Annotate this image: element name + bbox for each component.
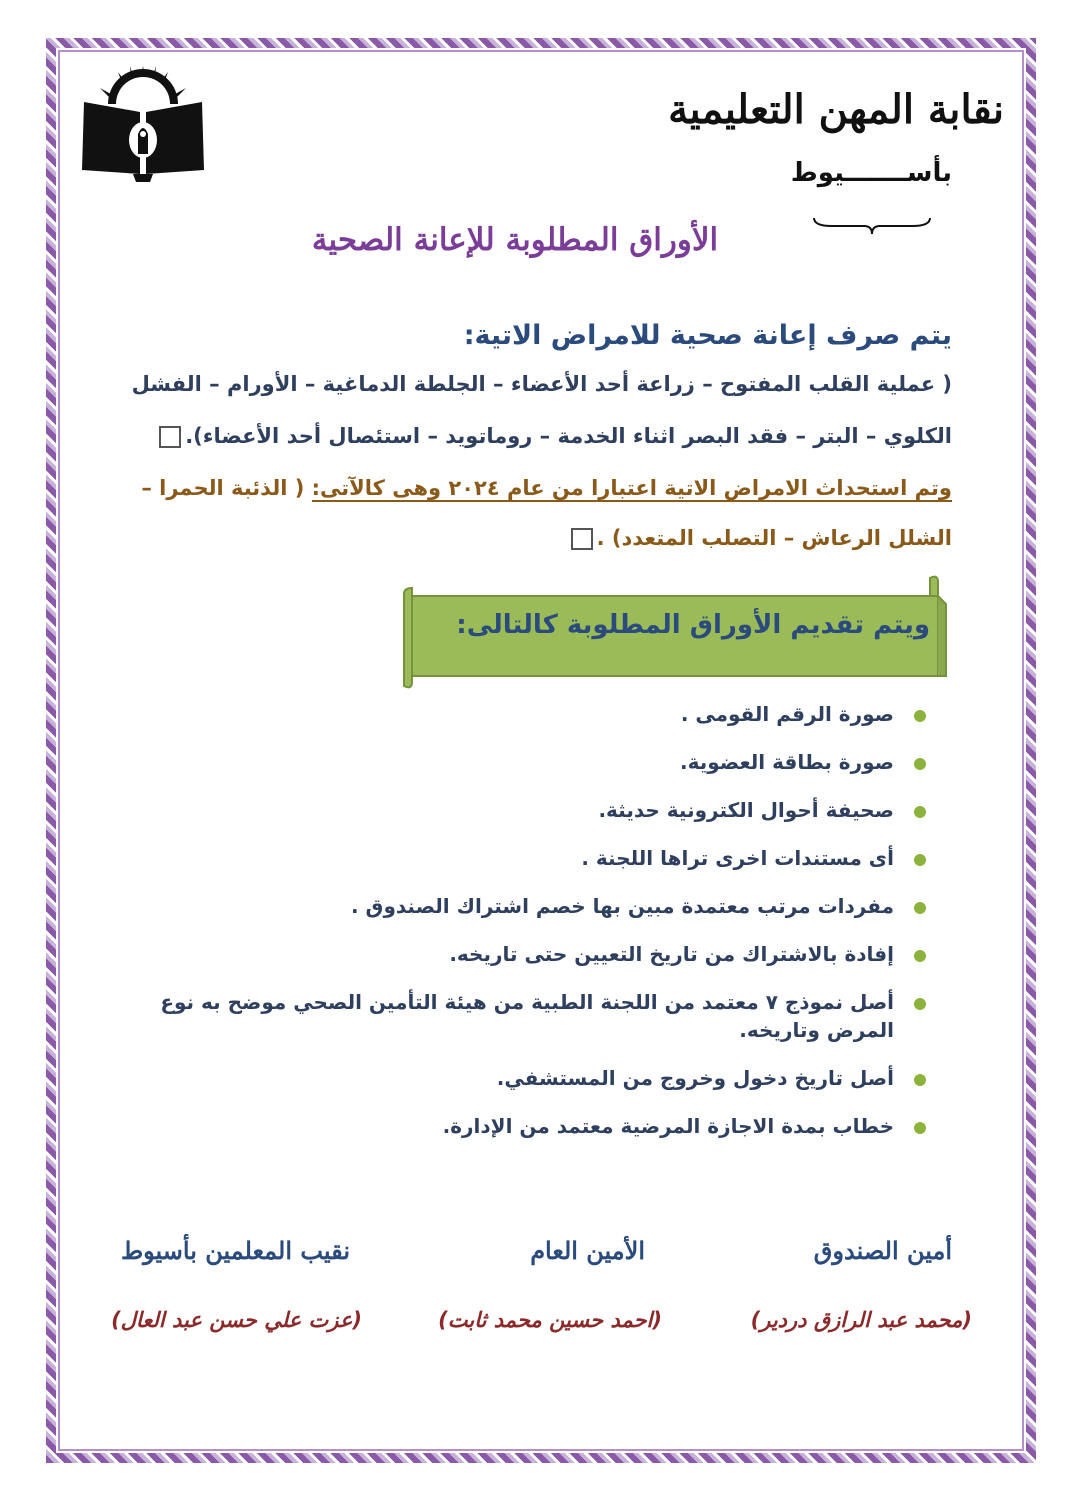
requirements-list bbox=[130, 700, 930, 1160]
organization-city: بأســـــــيوط bbox=[790, 158, 952, 188]
new-diseases-list-start: ( الذئبة الحمرا – bbox=[141, 476, 312, 500]
bullet-icon bbox=[914, 806, 926, 818]
list-item: أصل نموذج ٧ معتمد من اللجنة الطبية من هيئة التأمين الصحي موضح به نوع المرض وتاريخه. bbox=[130, 988, 930, 1044]
union-logo-icon bbox=[78, 62, 208, 184]
checkbox-icon bbox=[571, 528, 593, 550]
list-item: صحيفة أحوال الكترونية حديثة. bbox=[130, 796, 930, 824]
checkbox-icon bbox=[159, 426, 181, 448]
document-title: الأوراق المطلوبة للإعانة الصحية bbox=[311, 222, 719, 258]
diseases-line-2-text: الكلوي – البتر – فقد البصر اثناء الخدمة – روماتويد – استئصال أحد الأعضاء). bbox=[185, 424, 952, 448]
bullet-icon bbox=[914, 1122, 926, 1134]
new-diseases-intro: وتم استحداث الامراض الاتية اعتبارا من عام ٢٠٢٤ وهى كالآتى: bbox=[311, 476, 952, 500]
head-title: نقيب المعلمين بأسيوط bbox=[120, 1236, 350, 1265]
list-item: أى مستندات اخرى تراها اللجنة . bbox=[130, 844, 930, 872]
new-diseases-line-2 bbox=[92, 526, 952, 551]
decorative-brace bbox=[812, 214, 932, 238]
diseases-line-2 bbox=[92, 424, 952, 449]
bullet-icon bbox=[914, 758, 926, 770]
new-diseases-line-2-text: الشلل الرعاش – التصلب المتعدد) . bbox=[596, 526, 952, 550]
list-item: خطاب بمدة الاجازة المرضية معتمد من الإدارة. bbox=[130, 1112, 930, 1140]
treasurer-title: أمين الصندوق bbox=[813, 1236, 952, 1265]
bullet-icon bbox=[914, 902, 926, 914]
bullet-icon bbox=[914, 950, 926, 962]
diseases-line-1: ( عملية القلب المفتوح – زراعة أحد الأعضاء – الجلطة الدماغية – الأورام – الفشل bbox=[131, 372, 952, 396]
list-item: أصل تاريخ دخول وخروج من المستشفي. bbox=[130, 1064, 930, 1092]
head-name: (عزت علي حسن عبد العال) bbox=[111, 1308, 362, 1332]
list-item: صورة الرقم القومى . bbox=[130, 700, 930, 728]
secretary-name: (احمد حسين محمد ثابت) bbox=[438, 1308, 662, 1332]
bullet-icon bbox=[914, 998, 926, 1010]
new-diseases-line-1 bbox=[92, 476, 952, 501]
organization-name: نقابة المهن التعليمية bbox=[668, 86, 1004, 133]
bullet-icon bbox=[914, 1074, 926, 1086]
list-item: صورة بطاقة العضوية. bbox=[130, 748, 930, 776]
treasurer-name: (محمد عبد الرازق دردير) bbox=[750, 1308, 972, 1332]
secretary-title: الأمين العام bbox=[530, 1236, 645, 1265]
bullet-icon bbox=[914, 854, 926, 866]
diseases-heading: يتم صرف إعانة صحية للامراض الاتية: bbox=[463, 320, 952, 351]
requirements-heading: ويتم تقديم الأوراق المطلوبة كالتالى: bbox=[456, 610, 930, 640]
list-item: إفادة بالاشتراك من تاريخ التعيين حتى تاريخه. bbox=[130, 940, 930, 968]
list-item: مفردات مرتب معتمدة مبين بها خصم اشتراك الصندوق . bbox=[130, 892, 930, 920]
bullet-icon bbox=[914, 710, 926, 722]
